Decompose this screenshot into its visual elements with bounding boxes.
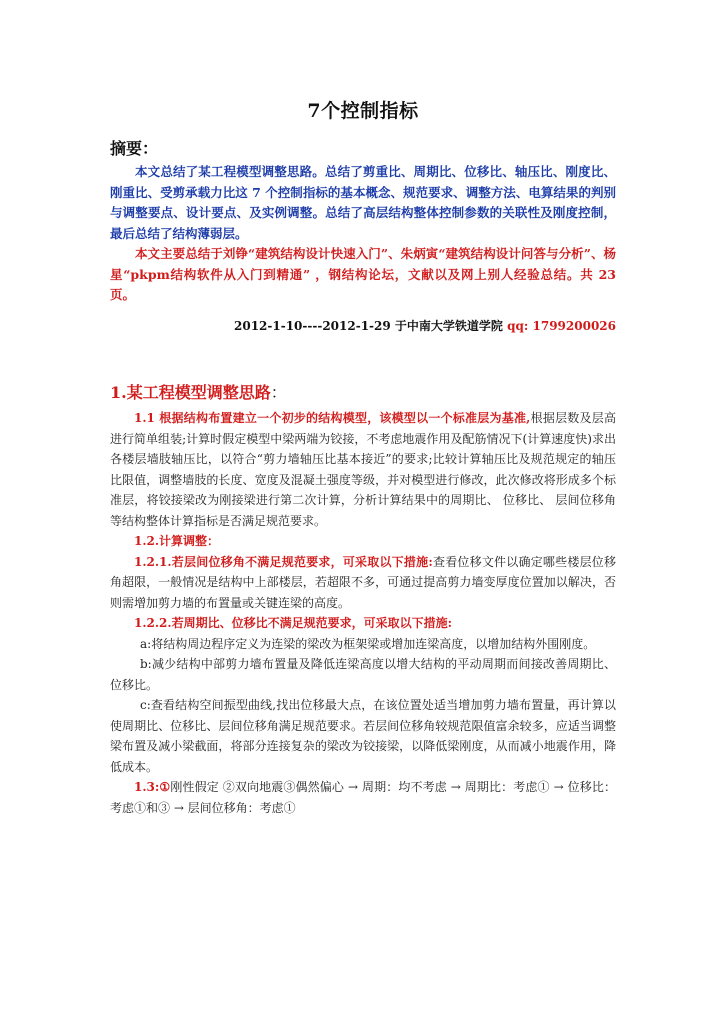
list-item-b: b:减少结构中部剪力墙布置量及降低连梁高度以增大结构的平动周期而间接改善周期比、位移比。: [110, 657, 616, 692]
paragraph-1-2-2: [110, 613, 616, 634]
paragraph-1-2-1-label: 1.2.1.若层间位移角不满足规范要求，可采取以下措施:: [134, 554, 433, 569]
document-title: 7个控制指标: [307, 100, 419, 122]
abstract: [110, 162, 616, 306]
paragraph-1-1: [110, 408, 616, 531]
section-1-heading-text: 1.某工程模型调整思路: [110, 383, 271, 402]
paragraph-1-2-2-label: 1.2.2.若周期比、位移比不满足规范要求，可采取以下措施:: [134, 616, 453, 630]
dateline-qq: qq: 1799200026: [507, 319, 616, 333]
paragraph-1-3-label: 1.3:①: [134, 780, 171, 794]
abstract-paragraph-1: 本文总结了某工程模型调整思路。总结了剪重比、周期比、位移比、轴压比、刚度比、刚重比、受剪承载力比这 7 个控制指标的基本概念、规范要求、调整方法、电算结果的判别与调整要点、设计要点、及实例调整。总结了高层结构整体控制参数的关联性及刚度控制，最后总结了结构薄弱层。: [110, 164, 616, 241]
dateline-text: 2012-1-10----2012-1-29 于中南大学铁道学院: [234, 319, 508, 333]
paragraph-1-3: [110, 777, 616, 818]
abstract-heading: 摘要：: [110, 139, 159, 158]
section-1-heading-colon: ：: [270, 383, 287, 402]
paragraph-1-3-text: 刚性假定 ②双向地震③偶然偏心 → 周期：均不考虑 → 周期比：考虑① → 位移比：考虑①和③ → 层间位移角：考虑①: [110, 780, 616, 815]
section-1-heading: [110, 380, 287, 403]
dateline: [234, 317, 616, 334]
abstract-paragraph-2: 本文主要总结于刘铮“建筑结构设计快速入门”、朱炳寅“建筑结构设计问答与分析”、杨星“pkpm结构软件从入门到精通” ，钢结构论坛，文献以及网上别人经验总结。共 23 页。: [110, 246, 616, 302]
paragraph-1-2-label: 1.2.计算调整：: [134, 534, 220, 548]
list-item-a: a:将结构周边程序定义为连梁的梁改为框架梁或增加连梁高度，以增加结构外围刚度。: [140, 636, 596, 651]
paragraph-1-2-1: [110, 552, 616, 614]
list-item-c: c:查看结构空间振型曲线,找出位移最大点，在该位置处适当增加剪力墙布置量，再计算以使周期比、位移比、层间位移角满足规范要求。若层间位移角较规范限值富余较多，应适当调整梁布置及减小梁截面，将部分连接复杂的梁改为铰接梁，以降低梁刚度，从而减小地震作用，降低成本。: [110, 698, 616, 774]
section-1-body: [110, 408, 616, 818]
paragraph-1-1-text: 根据层数及层高进行简单组装;计算时假定模型中梁两端为铰接，不考虑地震作用及配筋情况下(计算速度快)求出各楼层墙肢轴压比，以符合“剪力墙轴压比基本接近”的要求;比较计算轴压比及规范规定的轴压比限值，调整墙肢的长度、宽度及混凝土强度等级，并对模型进行修改，此次修改将形成多个标准层，将铰接梁改为刚接梁进行第二次计算，分析计算结果中的周期比、 位移比、 层间位移角等结构整体计算指标是否满足规范要求。: [110, 411, 616, 528]
paragraph-1-2-1-text: 查看位移文件以确定哪些楼层位移角超限，一般情况是结构中上部楼层，若超限不多，可通过提高剪力墙变厚度位置加以解决，否则需增加剪力墙的布置量或关键连梁的高度。: [110, 554, 616, 610]
paragraph-1-1-label: 1.1 根据结构布置建立一个初步的结构模型，该模型以一个标准层为基准,: [134, 411, 531, 425]
paragraph-1-2: [110, 531, 616, 552]
